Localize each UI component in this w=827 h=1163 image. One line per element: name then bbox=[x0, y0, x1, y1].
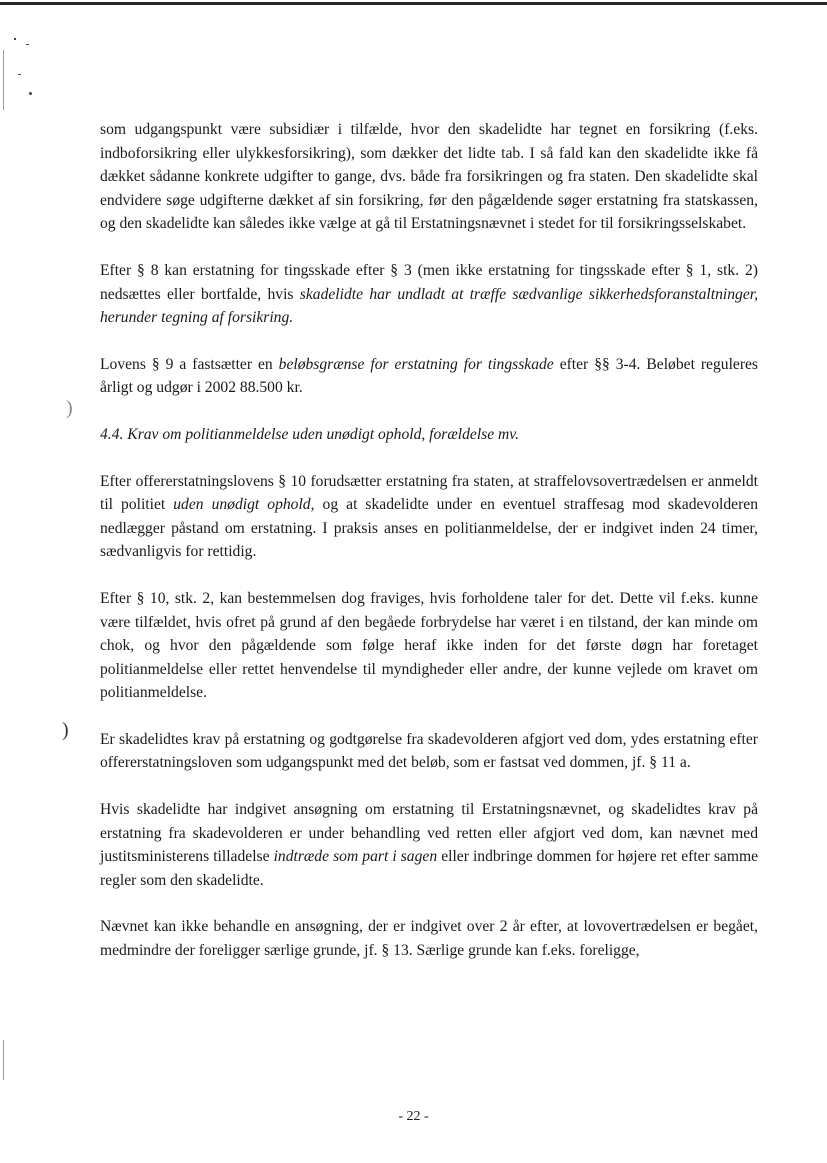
paragraph-time-limit bbox=[100, 915, 758, 962]
paragraph-court-judgment bbox=[100, 728, 758, 775]
paragraph-exception bbox=[100, 587, 758, 705]
paragraph-board-party bbox=[100, 798, 758, 892]
text-segment: Efter § 8 kan erstatning for tingsskade efter § 3 (men ikke erstatning for tingsskade efter § 1, stk. 2) nedsættes eller bortfalde, hvis bbox=[100, 261, 758, 303]
scan-speck bbox=[29, 92, 32, 95]
text-segment: Lovens § 9 a fastsætter en bbox=[100, 355, 279, 373]
scan-edge-line bbox=[3, 50, 4, 110]
paragraph-amount-limit bbox=[100, 353, 758, 400]
scan-speck bbox=[26, 44, 29, 45]
text-segment: Nævnet kan ikke behandle en ansøgning, der er indgivet over 2 år efter, at lovovertrædelsen er begået, medmindre der foreligger særlige grunde, jf. § 13. Særlige grunde kan f.eks. foreligge, bbox=[100, 918, 758, 960]
top-border-rule bbox=[0, 2, 827, 5]
document-body bbox=[100, 118, 758, 963]
paragraph-insurance-subsidiary bbox=[100, 118, 758, 236]
section-heading-text: 4.4. Krav om politianmeldelse uden unødigt ophold, forældelse mv. bbox=[100, 425, 519, 443]
scan-edge-line bbox=[3, 1040, 4, 1080]
text-segment: eller indbringe dommen for højere ret efter samme regler som den skadelidte. bbox=[100, 848, 758, 889]
text-segment: , og at skadelidte under en eventuel straffesag mod skadevolderen nedlægger påstand om erstatning. I praksis anses en politianmeldelse, der er indgivet inden 24 timer, sædvanligvis for rettidig. bbox=[100, 496, 758, 561]
scan-bracket-mark: ) bbox=[62, 719, 69, 741]
paragraph-police-report bbox=[100, 470, 758, 564]
text-segment-italic: uden unødigt ophold bbox=[173, 496, 311, 514]
text-segment: Hvis skadelidte har indgivet ansøgning om erstatning til Erstatningsnævnet, og skadelidtes krav på erstatning fra skadevolderen er under behandling ved retten eller afgjort ved dom, kan nævnet med justitsministerens tilladelse bbox=[100, 801, 758, 866]
text-segment-italic: beløbsgrænse for erstatning for tingsskade bbox=[278, 355, 554, 373]
scan-bracket-mark: ) bbox=[66, 397, 73, 419]
paragraph-property-damage bbox=[100, 259, 758, 330]
text-segment: Er skadelidtes krav på erstatning og godtgørelse fra skadevolderen afgjort ved dom, ydes erstatning efter offererstatningsloven som udgangspunkt med det beløb, som er fastsat ved dommen, jf. § 11 a. bbox=[100, 730, 758, 772]
page-number: - 22 - bbox=[398, 1109, 429, 1124]
text-segment: som udgangspunkt være subsidiær i tilfælde, hvor den skadelidte har tegnet en forsikring (f.eks. indboforsikring eller ulykkesforsikring), som dækker det lidte tab. I så fald kan den skadelidte ikke få dækket sådanne konkrete udgifter to gange, dvs. både fra forsikringen og fra staten. Den skadelidte skal endvidere søge udgifterne dækket af sin forsikring, før den pågældende søger erstatning fra statskassen, og den skadelidte kan således ikke vælge at gå til Erstatningsnævnet i stedet for til forsikringsselskabet. bbox=[100, 121, 758, 233]
text-segment-italic: indtræde som part i sagen bbox=[273, 848, 438, 866]
text-segment: Efter offererstatningslovens § 10 forudsætter erstatning fra staten, at straffelovsovertrædelsen er anmeldt til politiet bbox=[100, 472, 758, 514]
scan-speck bbox=[18, 74, 21, 75]
text-segment: Efter § 10, stk. 2, kan bestemmelsen dog fraviges, hvis forholdene taler for det. Dette vil f.eks. kunne være tilfældet, hvis ofret på grund af den begåede forbrydelse har været i en tilstand, der kan minde om chok, og hvor den pågældende som følge heraf ikke inden for det første døgn har foretaget politianmeldelse eller rettet henvendelse til myndigheder eller andre, der kunne vejlede om kravet om politianmeldelse. bbox=[100, 589, 758, 702]
text-segment: efter §§ 3-4. Beløbet reguleres årligt og udgør i 2002 88.500 kr. bbox=[100, 355, 759, 397]
text-segment-italic: skadelidte har undladt at træffe sædvanlige sikkerhedsforanstaltninger, herunder tegning af forsikring. bbox=[100, 285, 758, 327]
scan-speck bbox=[14, 38, 16, 40]
section-heading bbox=[100, 423, 758, 447]
